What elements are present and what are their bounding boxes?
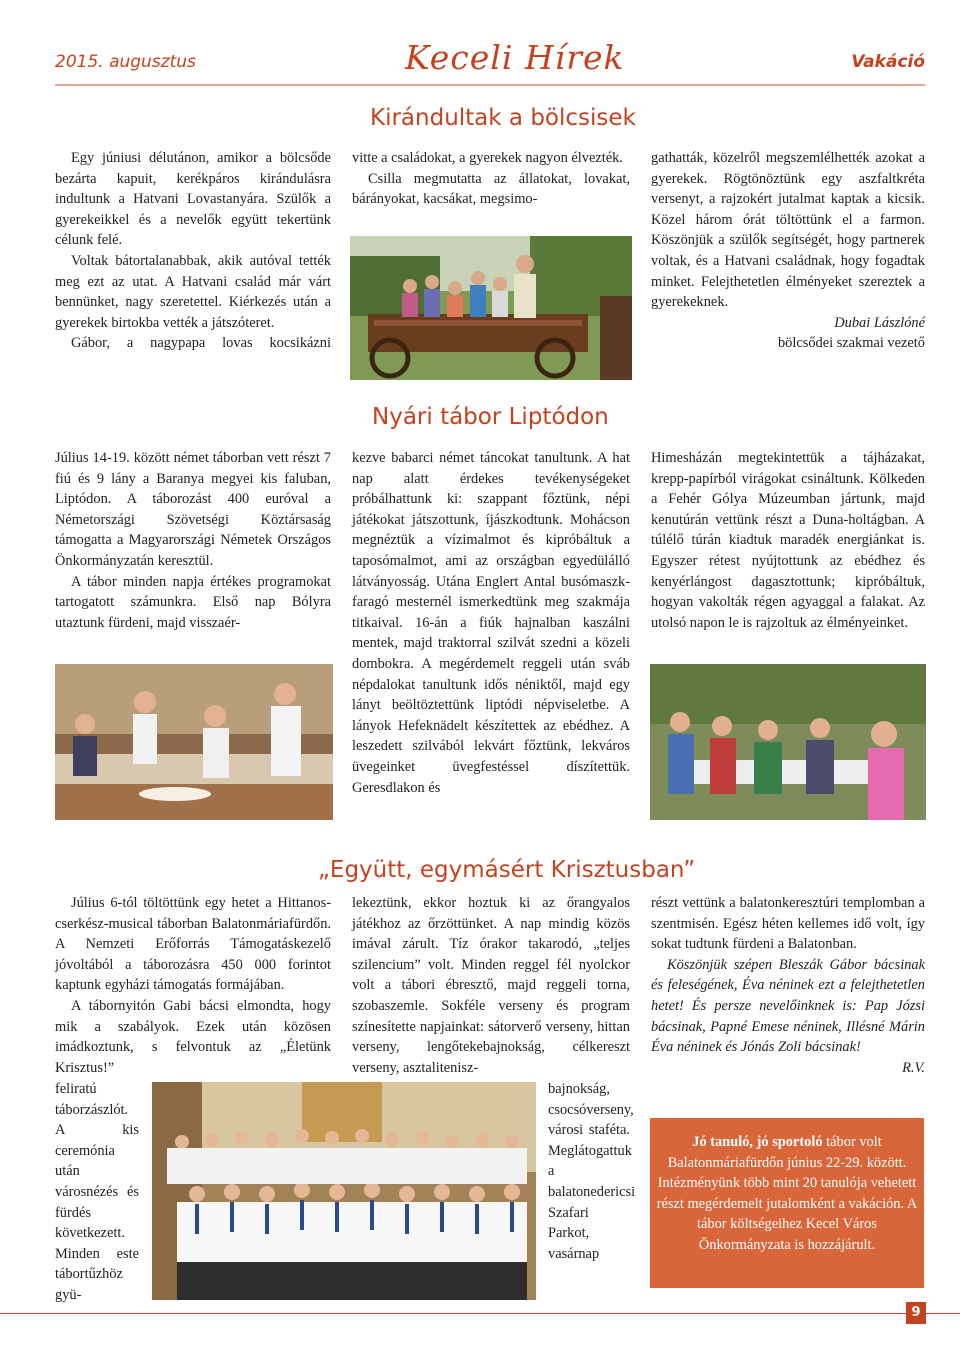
paragraph: Július 6-tól töltöttünk egy hetet a Hittanos-cserkész-musical táborban Balatonmáriafürdőn. A Nemzeti Erőforrás Támogatáskezelő jóvoltából a táborozásra 450 000 forintot kaptunk egyházi támogatás formájában. [55, 895, 331, 994]
paragraph: bajnokság, csocsóverseny, városi staféta. Meglátogattuk a balatonedericsi Szafari Parkot, vasárnap [548, 1081, 636, 1262]
page-header [55, 38, 925, 88]
page-number: 9 [906, 1302, 926, 1324]
paragraph: Voltak bátortalanabbak, akik autóval tették meg ezt az utat. A Hatvani család már várt bennünket, nagy szeretettel. Kiérkezés után a gyerekek birtokba vették a játszóteret. [55, 252, 331, 331]
article3-title: „Együtt, egymásért Krisztusban” [318, 857, 696, 883]
info-box-highlight: Jó tanuló, jó sportoló [692, 1134, 823, 1150]
issue-date: 2015. augusztus [55, 52, 196, 72]
paragraph: Köszönjük szépen Bleszák Gábor bácsinak és feleségének, Éva néninek ezt a felejthetetlen hetet! És persze nevelőinknek is: Pap Józsi bácsinak, Papné Emese néninek, Illésné Márin Éva néninek és Jónás Zoli bácsinak! [651, 956, 925, 1056]
article3-column3 [651, 893, 925, 1078]
paragraph: Július 14-19. között német táborban vett részt 7 fiú és 9 lány a Baranya megyei kis faluban, Liptódon. A táborozást 400 euróval a Németországi Szövetségi Köztársaság támogatta a Magyarországi Németek Országos Önkormányzatán keresztül. [55, 450, 331, 569]
paragraph: kezve babarci német táncokat tanultunk. A hat nap alatt érdekes tevékenységeket próbálhattunk ki: szappant főztünk, népi játékokat játszottunk, íjászkodtunk. Mohácson megnéztük a vízimalmot és kipróbáltuk a taposómalmot, ami az országban egyedülálló látványosság. Utána Englert Antal busómaszk-faragó mesternél ismerkedtünk meg szakmája titkaival. 16-án a fiúk hajnalban kaszálni mentek, majd traktorral szilvát szedni a közeli dombokra. A megérdemelt reggeli után sváb népdalokat tanultunk idős néniktől, majd egy lányt beöltöztettünk liptódi népviseletbe. A lányok Hefeknädelt készítettek az ebédhez. A leszedett szilvából lekvárt főztünk, lekváros üvegeinket üvegfestéssel díszítettük. Geresdlakon és [352, 450, 630, 796]
paragraph: Himesházán megtekintettük a tájházakat, krepp-papírból virágokat csináltunk. Kölkeden a Fehér Gólya Múzeumban jártunk, majd kenutúrán vettünk részt a Duna-holtágban. A túlélő túrán kiadtuk maradék energiánkat is. Egyszer rétest nyújtottunk az ebédhez és kenyérlángost dagasztottunk; kipróbáltuk, hogyan vakolták régen agyaggal a falakat. Az utolsó napon le is rajzoltuk az élményeinket. [651, 450, 925, 631]
church-group-photo [152, 1082, 536, 1300]
paragraph: részt vettünk a balatonkeresztúri templomban a szentmisén. Egész héten kellemes idő volt, így sokat tudtunk fürdeni a Balatonban. [651, 895, 925, 953]
article3-column2-narrow [548, 1079, 636, 1264]
section-label: Vakáció [851, 52, 925, 72]
farm-photo [350, 236, 632, 380]
paragraph: gathatták, közelről megszemlélhették azokat a gyerekek. Rögtönöztünk egy aszfaltkréta versenyt, a rajzokért jutalmat kaptak a kicsik. Közel három órát töltöttünk el a farmon. Köszönjük a szülők segítségét, hogy partnerek voltak, és a Hatvani családnak, hogy fogadtak minket. Felejthetetlen élményeket szereztek a gyerekeknek. [651, 150, 925, 311]
paragraph: Egy júniusi délutánon, amikor a bölcsőde bezárta kapuit, kerékpáros kirándulásra indultunk a Hatvani Lovastanyára. Szülők a gyerekeikkel és a nevelők együtt tekertünk célunk felé. [55, 150, 331, 249]
article3-column1 [55, 893, 331, 1078]
article2-column1 [55, 448, 331, 633]
footer-rule [0, 1313, 960, 1314]
masthead-logo: Keceli Hírek [405, 38, 625, 77]
article1-column3 [651, 148, 925, 354]
header-divider [55, 84, 925, 86]
info-box [650, 1118, 924, 1288]
article1-column2 [352, 148, 630, 210]
article3-column1-narrow [55, 1079, 139, 1306]
article2-column3 [651, 448, 925, 633]
paragraph: lekeztünk, ekkor hoztuk ki az őrangyalos játékhoz az őrzöttünket. A nap mindig közös imával zárult. Tíz órakor takarodó, „teljes szilencium” volt. Minden reggel fél nyolckor volt a tábori ébresztő, majd reggeli torna, szobaszemle. Sokféle verseny és program színesítette napjainkat: sátorverő verseny, hittan verseny, lengőtekebajnokság, célkereszt verseny, asztalitenisz- [352, 895, 630, 1076]
article1-column1 [55, 148, 331, 354]
article3-column2 [352, 893, 630, 1078]
article1-title: Kirándultak a bölcsisek [370, 105, 636, 131]
author-initials: R.V. [902, 1059, 925, 1076]
craft-photo [650, 664, 926, 820]
info-box-text: tábor volt Balatonmáriafürdőn június 22-29. között. Intézményünk több mint 20 tanulója vehetett részt megérdemelt jutalomként a vakáción. A tábor költségeihez Kecel Város Önkormányzata is hozzájárult. [656, 1134, 918, 1253]
paragraph: Gábor, a nagypapa lovas kocsikázni [71, 335, 331, 352]
paragraph: A tábor minden napja értékes programokat tartogatott számunkra. Első nap Bólyra utaztunk fürdeni, majd visszaér- [55, 573, 331, 631]
paragraph: A tábornyitón Gabi bácsi elmondta, hogy mik a szabályok. Ezek után közösen imádkoztunk, s felvontuk az „Életünk Krisztus!” [55, 997, 331, 1076]
paragraph: feliratú táborzászlót. A kis ceremónia után városnézés és fürdés következett. Minden este tábortűzhöz gyü- [55, 1081, 139, 1303]
author-name: Dubai Lászlóné [834, 314, 925, 331]
kitchen-photo [55, 664, 333, 820]
author-role: bölcsődei szakmai vezető [777, 335, 925, 352]
paragraph: Csilla megmutatta az állatokat, lovakat, bárányokat, kacsákat, megsimo- [352, 170, 630, 208]
paragraph: vitte a családokat, a gyerekek nagyon élvezték. [352, 150, 623, 166]
article2-column2 [352, 448, 630, 798]
article2-title: Nyári tábor Liptódon [372, 404, 609, 430]
